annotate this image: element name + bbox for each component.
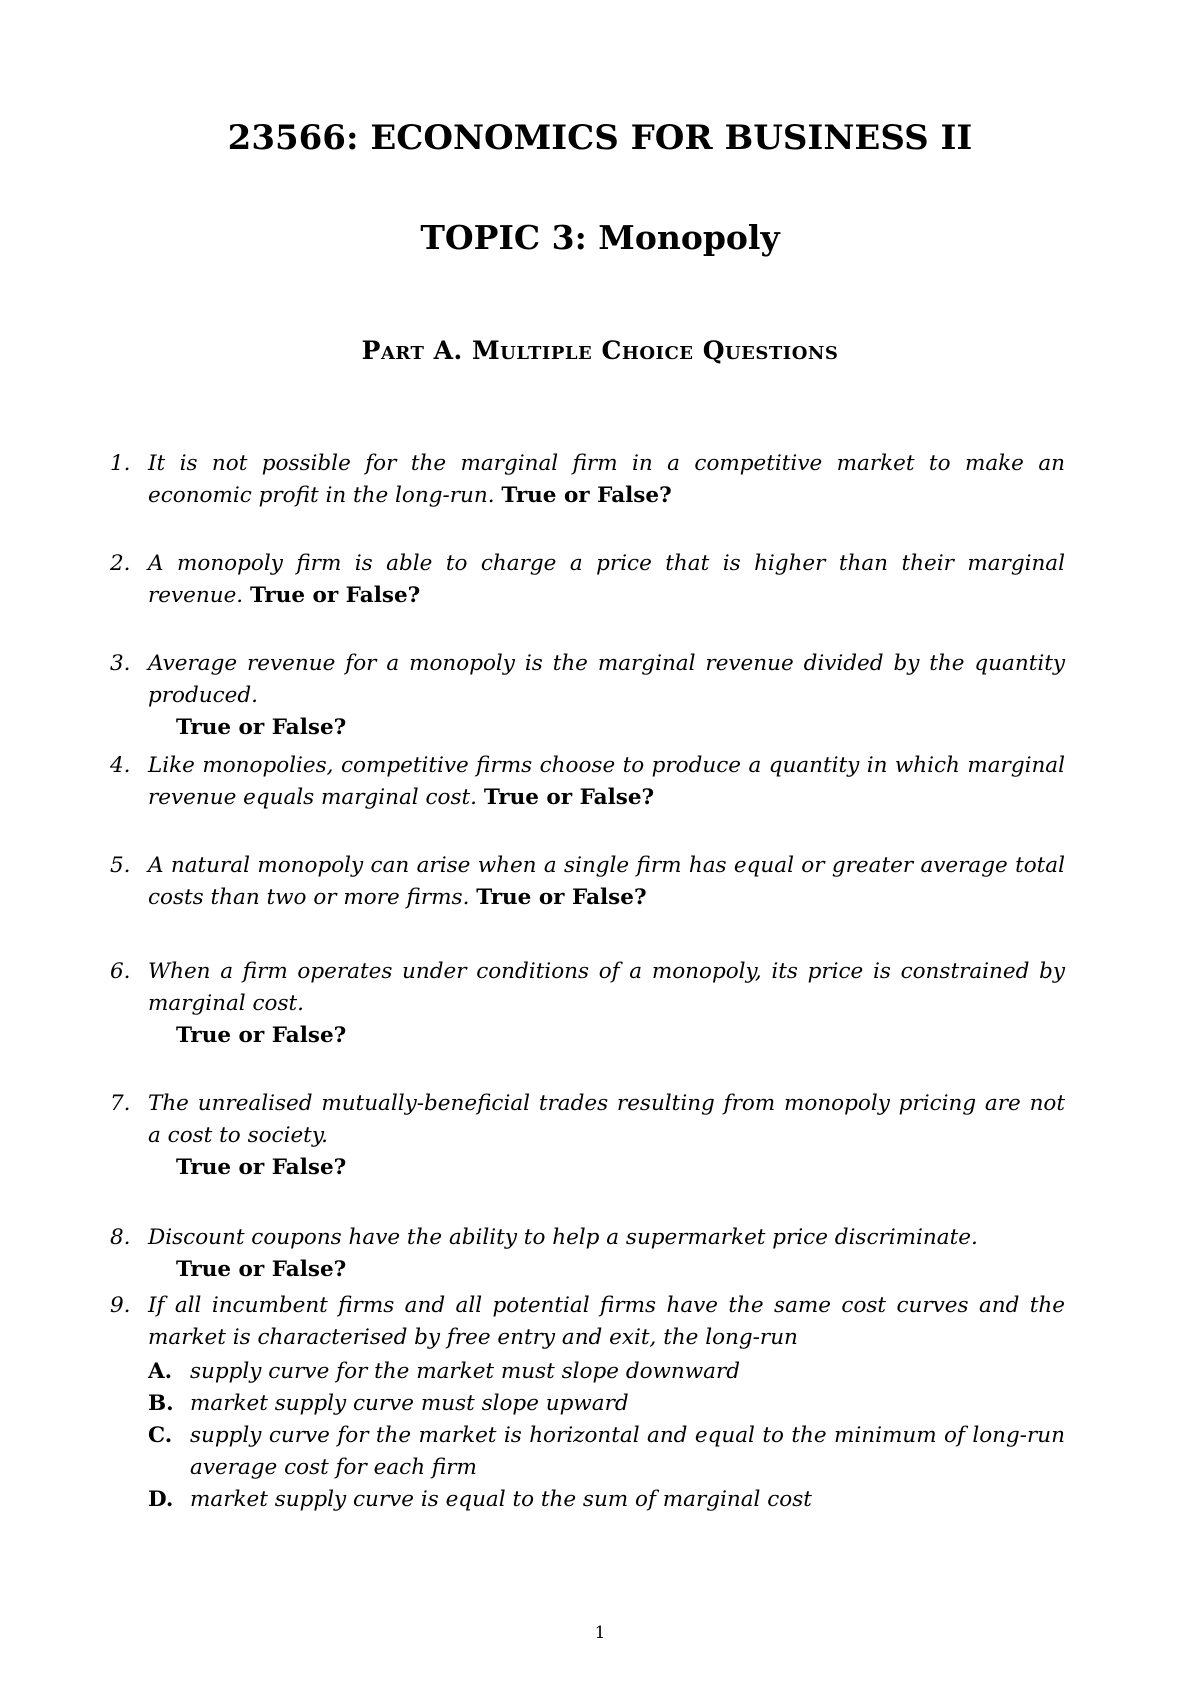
option-text: market supply curve must slope upward <box>190 1391 629 1416</box>
question-text: When a firm operates under conditions of a monopoly, its price is constrained by marginal cost. <box>148 959 1065 1016</box>
answer-option-b <box>148 1388 1065 1420</box>
true-false-prompt: True or False? <box>476 885 647 910</box>
question-3 <box>110 648 1065 744</box>
true-false-prompt: True or False? <box>176 1023 347 1048</box>
option-text: market supply curve is equal to the sum of marginal cost <box>190 1487 812 1512</box>
question-text: Average revenue for a monopoly is the marginal revenue divided by the quantity produced. <box>148 651 1065 708</box>
question-7 <box>110 1088 1065 1184</box>
true-false-prompt: True or False? <box>249 583 421 608</box>
question-number: 2. <box>110 551 131 576</box>
true-false-prompt: True or False? <box>176 715 347 740</box>
option-letter: D. <box>148 1487 174 1512</box>
answer-options <box>110 1356 1065 1516</box>
option-letter: B. <box>148 1391 174 1416</box>
question-4 <box>110 750 1065 814</box>
true-false-prompt: True or False? <box>483 785 655 810</box>
true-false-prompt: True or False? <box>176 1257 347 1282</box>
question-text: Discount coupons have the ability to help a supermarket price discriminate. <box>148 1225 978 1250</box>
part-title: Part A. Multiple Choice Questions <box>361 336 839 365</box>
option-text: supply curve for the market must slope downward <box>190 1359 741 1384</box>
question-text: A monopoly firm is able to charge a price that is higher than their marginal revenue. True or False? <box>148 551 1065 608</box>
question-number: 9. <box>110 1293 131 1318</box>
question-5 <box>110 850 1065 914</box>
true-false-prompt: True or False? <box>501 483 672 508</box>
option-letter: C. <box>148 1423 173 1448</box>
question-number: 7. <box>110 1091 131 1116</box>
option-text: supply curve for the market is horizontal and equal to the minimum of long-run average cost for each firm <box>190 1423 1065 1480</box>
question-text: If all incumbent firms and all potential firms have the same cost curves and the market is characterised by free entry and exit, the long-run <box>148 1293 1065 1350</box>
answer-option-a <box>148 1356 1065 1388</box>
question-2 <box>110 548 1065 612</box>
question-number: 4. <box>110 753 131 778</box>
question-number: 6. <box>110 959 131 984</box>
question-number: 5. <box>110 853 131 878</box>
question-number: 3. <box>110 651 131 676</box>
option-letter: A. <box>148 1359 173 1384</box>
topic-title: TOPIC 3: Monopoly <box>420 218 780 257</box>
course-title: 23566: ECONOMICS FOR BUSINESS II <box>227 118 973 158</box>
question-text: It is not possible for the marginal firm in a competitive market to make an economic profit in the long-run. True or False? <box>148 451 1065 508</box>
question-9 <box>110 1290 1065 1516</box>
question-1 <box>110 448 1065 512</box>
true-false-prompt: True or False? <box>176 1155 347 1180</box>
question-text: A natural monopoly can arise when a single firm has equal or greater average total costs than two or more firms. True or False? <box>148 853 1065 910</box>
question-text: Like monopolies, competitive firms choose to produce a quantity in which marginal revenue equals marginal cost. True or False? <box>148 753 1065 810</box>
answer-option-d <box>148 1484 1065 1516</box>
answer-option-c <box>148 1420 1065 1484</box>
question-number: 1. <box>110 451 131 476</box>
question-text: The unrealised mutually-beneficial trades resulting from monopoly pricing are not a cost to society. <box>148 1091 1065 1148</box>
question-6 <box>110 956 1065 1052</box>
question-8 <box>110 1222 1065 1286</box>
page-number: 1 <box>594 1623 606 1643</box>
question-number: 8. <box>110 1225 131 1250</box>
